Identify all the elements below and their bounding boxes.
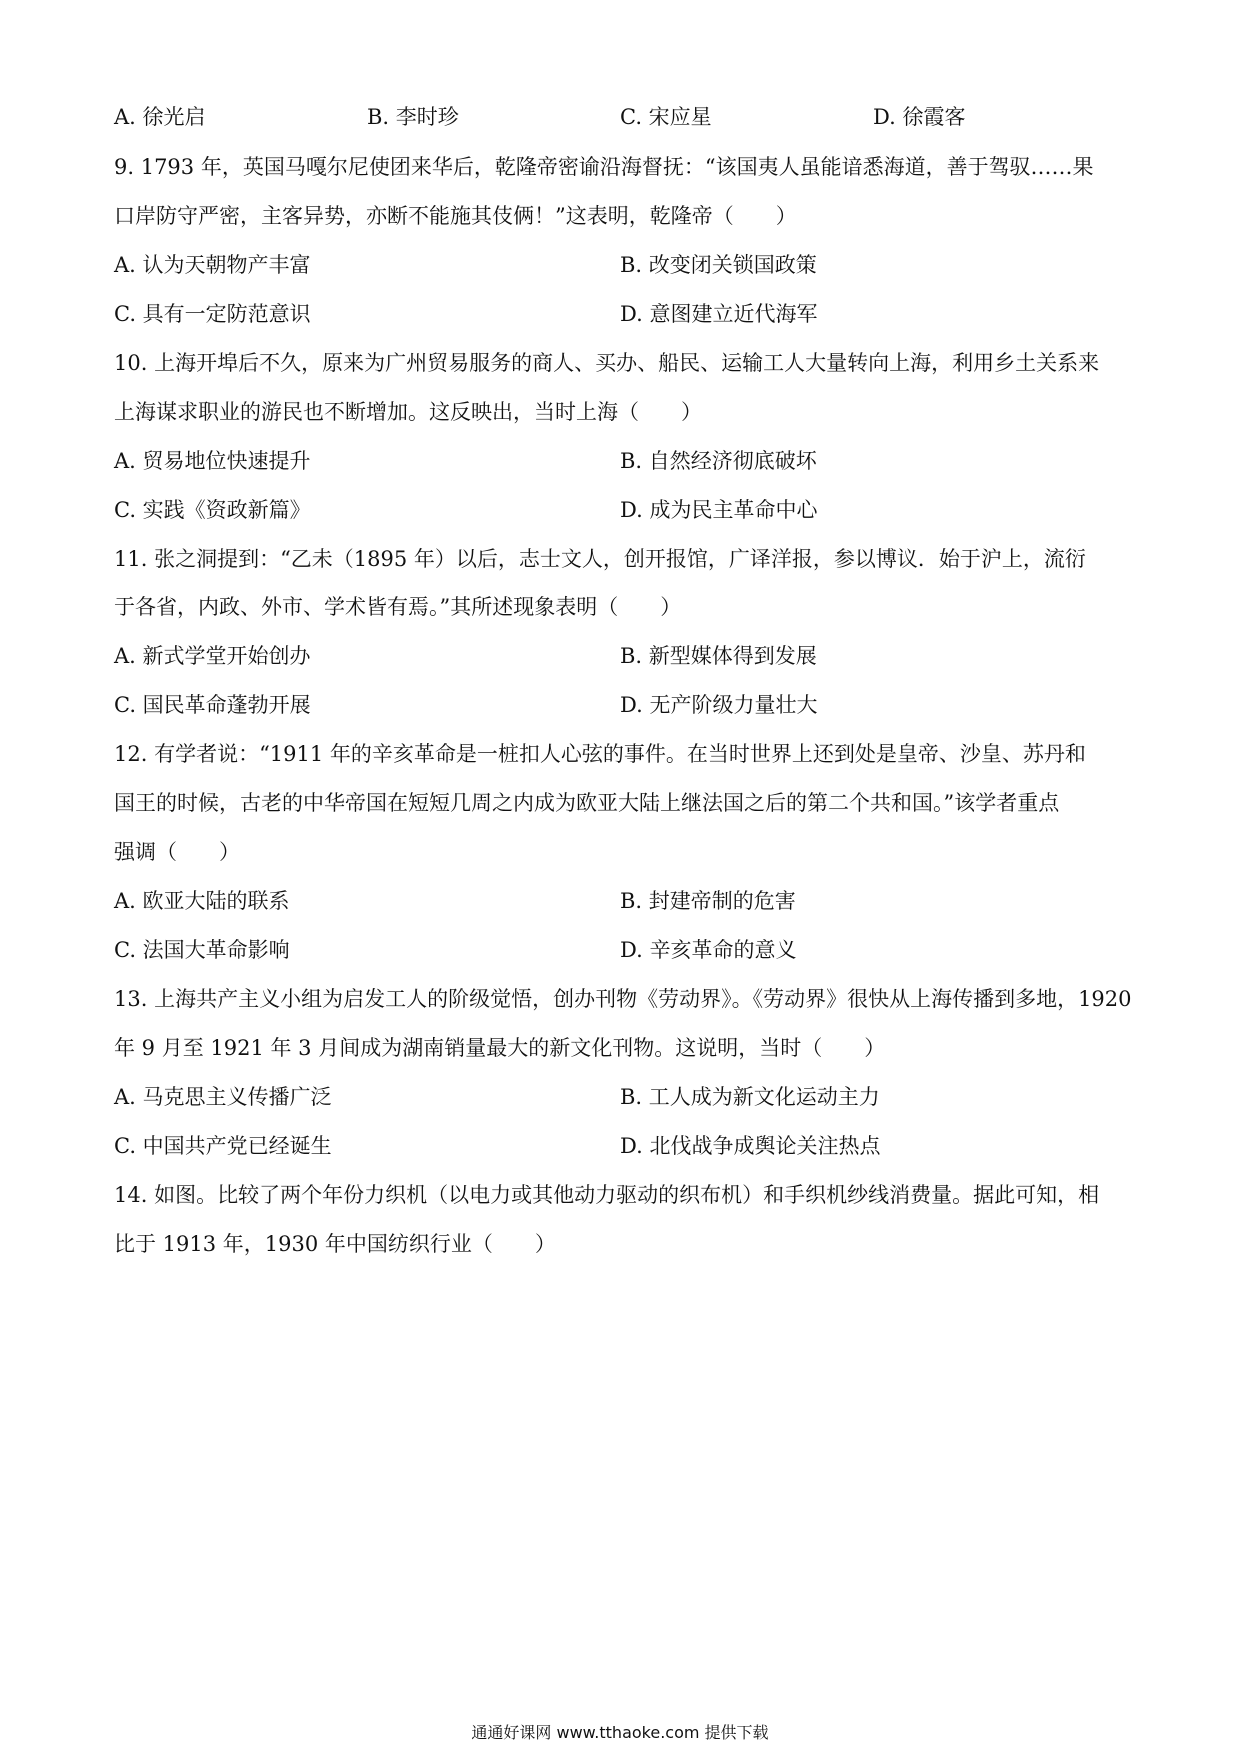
page-footer: 通通好课网 www.tthaoke.com 提供下载 bbox=[471, 1723, 769, 1742]
q8-option-b: B. 李时珍 bbox=[367, 105, 459, 129]
q12-stem-line-2: 国王的时候，古老的中华帝国在短短几周之内成为欧亚大陆上继法国之后的第二个共和国。”该学者重点 bbox=[114, 791, 1060, 815]
q8-option-c: C. 宋应星 bbox=[620, 105, 712, 129]
q12-option-a: A. 欧亚大陆的联系 bbox=[114, 889, 290, 913]
q11-option-d: D. 无产阶级力量壮大 bbox=[620, 693, 818, 717]
q14-stem-line-1: 14. 如图。比较了两个年份力织机（以电力或其他动力驱动的织布机）和手织机纱线消费量。据此可知，相 bbox=[114, 1183, 1100, 1207]
q13-option-d: D. 北伐战争成舆论关注热点 bbox=[620, 1134, 881, 1158]
q10-stem-line-2: 上海谋求职业的游民也不断增加。这反映出，当时上海（ ） bbox=[114, 400, 702, 424]
q13-stem-line-1: 13. 上海共产主义小组为启发工人的阶级觉悟，创办刊物《劳动界》。《劳动界》很快从上海传播到多地，1920 bbox=[114, 987, 1132, 1011]
q9-option-d: D. 意图建立近代海军 bbox=[620, 302, 818, 326]
q11-stem-line-2: 于各省，内政、外市、学术皆有焉。”其所述现象表明（ ） bbox=[114, 595, 682, 619]
q8-option-a: A. 徐光启 bbox=[114, 105, 206, 129]
q11-option-b: B. 新型媒体得到发展 bbox=[620, 644, 817, 668]
q10-option-d: D. 成为民主革命中心 bbox=[620, 498, 818, 522]
q12-stem-line-3: 强调（ ） bbox=[114, 840, 240, 864]
q11-option-a: A. 新式学堂开始创办 bbox=[114, 644, 311, 668]
q11-stem-line-1: 11. 张之洞提到：“乙未（1895 年）以后，志士文人，创开报馆，广译洋报，参以博议．始于沪上，流衍 bbox=[114, 547, 1086, 571]
q13-option-c: C. 中国共产党已经诞生 bbox=[114, 1134, 332, 1158]
q13-option-a: A. 马克思主义传播广泛 bbox=[114, 1085, 332, 1109]
q9-option-b: B. 改变闭关锁国政策 bbox=[620, 253, 817, 277]
q11-option-c: C. 国民革命蓬勃开展 bbox=[114, 693, 311, 717]
q10-stem-line-1: 10. 上海开埠后不久，原来为广州贸易服务的商人、买办、船民、运输工人大量转向上海，利用乡土关系来 bbox=[114, 351, 1100, 375]
q8-option-d: D. 徐霞客 bbox=[873, 105, 966, 129]
q13-option-b: B. 工人成为新文化运动主力 bbox=[620, 1085, 880, 1109]
q13-stem-line-2: 年 9 月至 1921 年 3 月间成为湖南销量最大的新文化刊物。这说明，当时（ ） bbox=[114, 1036, 886, 1060]
q12-stem-line-1: 12. 有学者说：“1911 年的辛亥革命是一桩扣人心弦的事件。在当时世界上还到处是皇帝、沙皇、苏丹和 bbox=[114, 742, 1086, 766]
q12-option-b: B. 封建帝制的危害 bbox=[620, 889, 796, 913]
q12-option-c: C. 法国大革命影响 bbox=[114, 938, 290, 962]
q12-option-d: D. 辛亥革命的意义 bbox=[620, 938, 797, 962]
q9-stem-line-1: 9. 1793 年，英国马嘎尔尼使团来华后，乾隆帝密谕沿海督抚：“该国夷人虽能谙悉海道，善于驾驭……果 bbox=[114, 155, 1094, 179]
q9-stem-line-2: 口岸防守严密，主客异势，亦断不能施其伎俩！”这表明，乾隆帝（ ） bbox=[114, 204, 797, 228]
q9-option-c: C. 具有一定防范意识 bbox=[114, 302, 311, 326]
q14-stem-line-2: 比于 1913 年，1930 年中国纺织行业（ ） bbox=[114, 1232, 556, 1256]
q10-option-b: B. 自然经济彻底破坏 bbox=[620, 449, 817, 473]
q10-option-c: C. 实践《资政新篇》 bbox=[114, 498, 311, 522]
q10-option-a: A. 贸易地位快速提升 bbox=[114, 449, 311, 473]
q9-option-a: A. 认为天朝物产丰富 bbox=[114, 253, 311, 277]
